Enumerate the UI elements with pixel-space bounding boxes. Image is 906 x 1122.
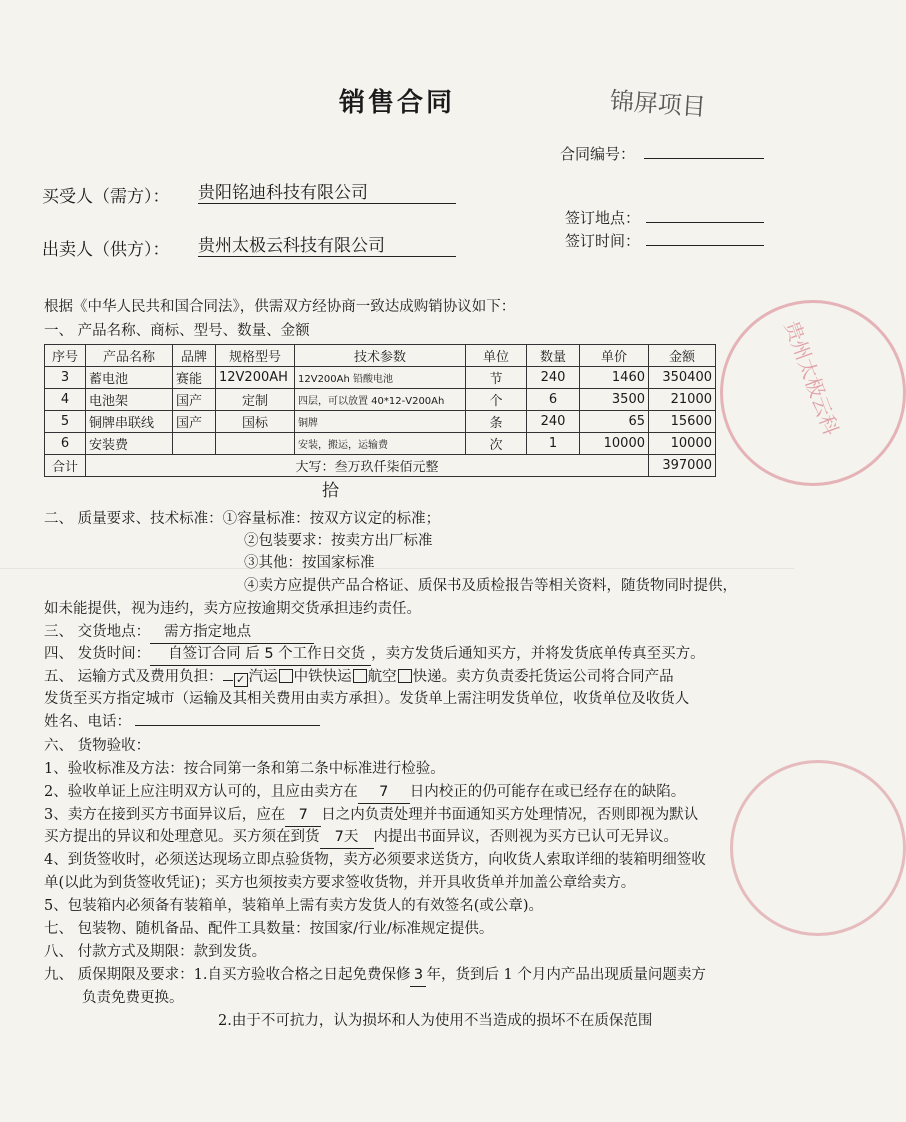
company-seal: 贵州太极云科 [720, 300, 906, 486]
row-name: 蓄电池 [86, 367, 173, 389]
section9-line1 [44, 964, 706, 987]
section9-line2: 负责免费更换。 [82, 990, 184, 1006]
section5-gap [223, 680, 233, 681]
section6-item2 [44, 781, 685, 804]
row-amount: 350400 [649, 367, 716, 389]
contact-line [135, 725, 320, 726]
row-unit: 次 [466, 433, 527, 455]
table-row [45, 433, 716, 455]
total-words: 大写：叁万玖仟柒佰元整 [86, 455, 649, 477]
section6-item4-cont: 单(以此为到货签收凭证)；买方也须按卖方要求签收货物，并开具收货单并加盖公章给卖方。 [44, 875, 636, 891]
section5-label: 五、 运输方式及费用负担： [44, 669, 223, 685]
fold-crease [0, 568, 794, 569]
header-cell: 品牌 [173, 345, 216, 367]
row-no: 5 [45, 411, 86, 433]
table-row [45, 367, 716, 389]
section2-line4: ④卖方应提供产品合格证、质保书及质检报告等相关资料，随货物同时提供， [244, 578, 737, 594]
row-spec: 12V200Ah 铅酸电池 [295, 367, 466, 389]
section6-item3-a: 3、卖方在接到买方书面异议后，应在 [44, 807, 286, 823]
row-no: 3 [45, 367, 86, 389]
section2-line3: ③其他：按国家标准 [244, 555, 375, 571]
section9-b: 年，货到后 1 个月内产品出现质量问题卖方 [426, 967, 706, 983]
table-row [45, 411, 716, 433]
sign-place-line [646, 222, 764, 223]
buyer-name: 贵阳铭迪科技有限公司 [198, 178, 456, 204]
table-row [45, 389, 716, 411]
items-table [44, 344, 716, 477]
row-name: 安装费 [86, 433, 173, 455]
row-no: 6 [45, 433, 86, 455]
row-model: 定制 [216, 389, 295, 411]
section6-item3 [44, 804, 698, 827]
warranty-years: 3 [410, 964, 426, 987]
handle-days: 7 [285, 804, 321, 827]
sign-time-label: 签订时间： [565, 232, 641, 250]
seller-label: 出卖人（供方）： [42, 240, 170, 260]
intro-text: 根据《中华人民共和国合同法》，供需双方经协商一致达成购销协议如下： [44, 299, 516, 315]
header-cell: 单价 [580, 345, 649, 367]
handwritten-correction: 拾 [322, 481, 339, 501]
section2-line2: ②包装要求：按卖方出厂标准 [244, 533, 433, 549]
buyer-label: 买受人（需方）： [42, 187, 170, 207]
section9-a: 九、 质保期限及要求：1.自买方验收合格之日起免费保修 [44, 967, 411, 983]
row-no: 4 [45, 389, 86, 411]
correction-days: 7 [358, 781, 410, 804]
section6-item1: 1、验收标准及方法：按合同第一条和第二条中标准进行检验。 [44, 761, 445, 777]
checkbox-air[interactable] [353, 669, 367, 683]
total-label: 合计 [45, 455, 86, 477]
row-spec: 铜牌 [295, 411, 466, 433]
section3 [44, 621, 314, 644]
row-model: 国标 [216, 411, 295, 433]
delivery-time: 自签订合同 后 5 个工作日交货 [150, 643, 371, 666]
row-brand: 国产 [173, 411, 216, 433]
section2-line5: 如未能提供，视为违约，卖方应按逾期交货承担违约责任。 [44, 601, 421, 617]
section6-item5: 5、包装箱内必须备有装箱单，装箱单上需有卖方发货人的有效签名(或公章)。 [44, 898, 544, 914]
document-title: 销售合同 [338, 88, 455, 118]
section9-line3: 2.由于不可抗力，认为损坏和人为使用不当造成的损坏不在质保范围 [218, 1013, 653, 1029]
section4-label: 四、 发货时间： [44, 646, 151, 662]
row-qty: 1 [527, 433, 580, 455]
row-unit: 个 [466, 389, 527, 411]
row-price: 3500 [580, 389, 649, 411]
section1-title: 一、 产品名称、商标、型号、数量、金额 [44, 323, 310, 339]
row-qty: 6 [527, 389, 580, 411]
section8: 八、 付款方式及期限：款到发货。 [44, 944, 267, 960]
header-cell: 序号 [45, 345, 86, 367]
row-amount: 15600 [649, 411, 716, 433]
delivery-place: 需方指定地点 [150, 621, 314, 644]
header-cell: 规格型号 [216, 345, 295, 367]
section5-line3 [44, 711, 320, 733]
contract-no-label: 合同编号： [560, 145, 636, 163]
seller-name: 贵州太极云科技有限公司 [198, 231, 456, 257]
row-spec: 四层，可以放置 40*12-V200Ah [295, 389, 466, 411]
section3-label: 三、 交货地点： [44, 624, 151, 640]
row-price: 1460 [580, 367, 649, 389]
option-express: 快递。卖方负责委托货运公司将合同产品 [412, 669, 674, 685]
header-cell: 金额 [649, 345, 716, 367]
header-cell: 数量 [527, 345, 580, 367]
section5-line1 [44, 666, 674, 688]
section4 [44, 643, 705, 666]
section6-item3-b: 日之内负责处理并书面通知买方处理情况，否则即视为默认 [321, 807, 699, 823]
row-unit: 节 [466, 367, 527, 389]
row-qty: 240 [527, 411, 580, 433]
contract-no-line [644, 158, 764, 159]
handwritten-note: 锦屏项目 [608, 86, 707, 122]
total-amount: 397000 [649, 455, 716, 477]
row-spec: 安装，搬运，运输费 [295, 433, 466, 455]
checkbox-truck-checked[interactable]: ✓ [234, 673, 248, 687]
row-model [216, 433, 295, 455]
table-total-row [45, 455, 716, 477]
table-header-row [45, 345, 716, 367]
section6-item4: 4、到货签收时，必须送达现场立即点验货物，卖方必须要求送货方，向收货人索取详细的装箱明细签收 [44, 852, 706, 868]
company-seal-2 [730, 760, 906, 936]
row-brand: 国产 [173, 389, 216, 411]
sign-place-label: 签订地点： [565, 209, 641, 227]
row-qty: 240 [527, 367, 580, 389]
option-rail: 中铁快运 [293, 669, 352, 685]
header-cell: 产品名称 [86, 345, 173, 367]
section6-title: 六、 货物验收： [44, 738, 151, 754]
objection-days: 7天 [320, 826, 374, 849]
section2-line1: 二、 质量要求、技术标准：①容量标准：按双方议定的标准； [44, 511, 441, 527]
option-truck: 汽运 [248, 669, 278, 685]
row-amount: 21000 [649, 389, 716, 411]
section6-item3-cont [44, 826, 678, 849]
section4-rest: ，卖方发货后通知买方，并将发货底单传真至买方。 [371, 646, 705, 662]
row-unit: 条 [466, 411, 527, 433]
header-cell: 单位 [466, 345, 527, 367]
section6-item3-d: 内提出书面异议，否则视为买方已认可无异议。 [373, 829, 678, 845]
sign-time-line [646, 245, 764, 246]
row-amount: 10000 [649, 433, 716, 455]
section7: 七、 包装物、随机备品、配件工具数量：按国家/行业/标准规定提供。 [44, 921, 494, 937]
section6-item2-a: 2、验收单证上应注明双方认可的，且应由卖方在 [44, 784, 358, 800]
section6-item3-c: 买方提出的异议和处理意见。买方须在到货 [44, 829, 320, 845]
row-name: 铜牌串联线 [86, 411, 173, 433]
section5-line2: 发货至买方指定城市（运输及其相关费用由卖方承担）。发货单上需注明发货单位，收货单位及收货人 [44, 691, 690, 707]
checkbox-express[interactable] [398, 669, 412, 683]
header-cell: 技术参数 [295, 345, 466, 367]
row-name: 电池架 [86, 389, 173, 411]
section5-line3-label: 姓名、电话： [44, 714, 131, 730]
row-price: 65 [580, 411, 649, 433]
row-brand [173, 433, 216, 455]
checkbox-rail[interactable] [279, 669, 293, 683]
row-price: 10000 [580, 433, 649, 455]
row-model: 12V200AH [216, 367, 295, 389]
section6-item2-b: 日内校正的仍可能存在或已经存在的缺陷。 [409, 784, 686, 800]
row-brand: 赛能 [173, 367, 216, 389]
option-air: 航空 [367, 669, 397, 685]
